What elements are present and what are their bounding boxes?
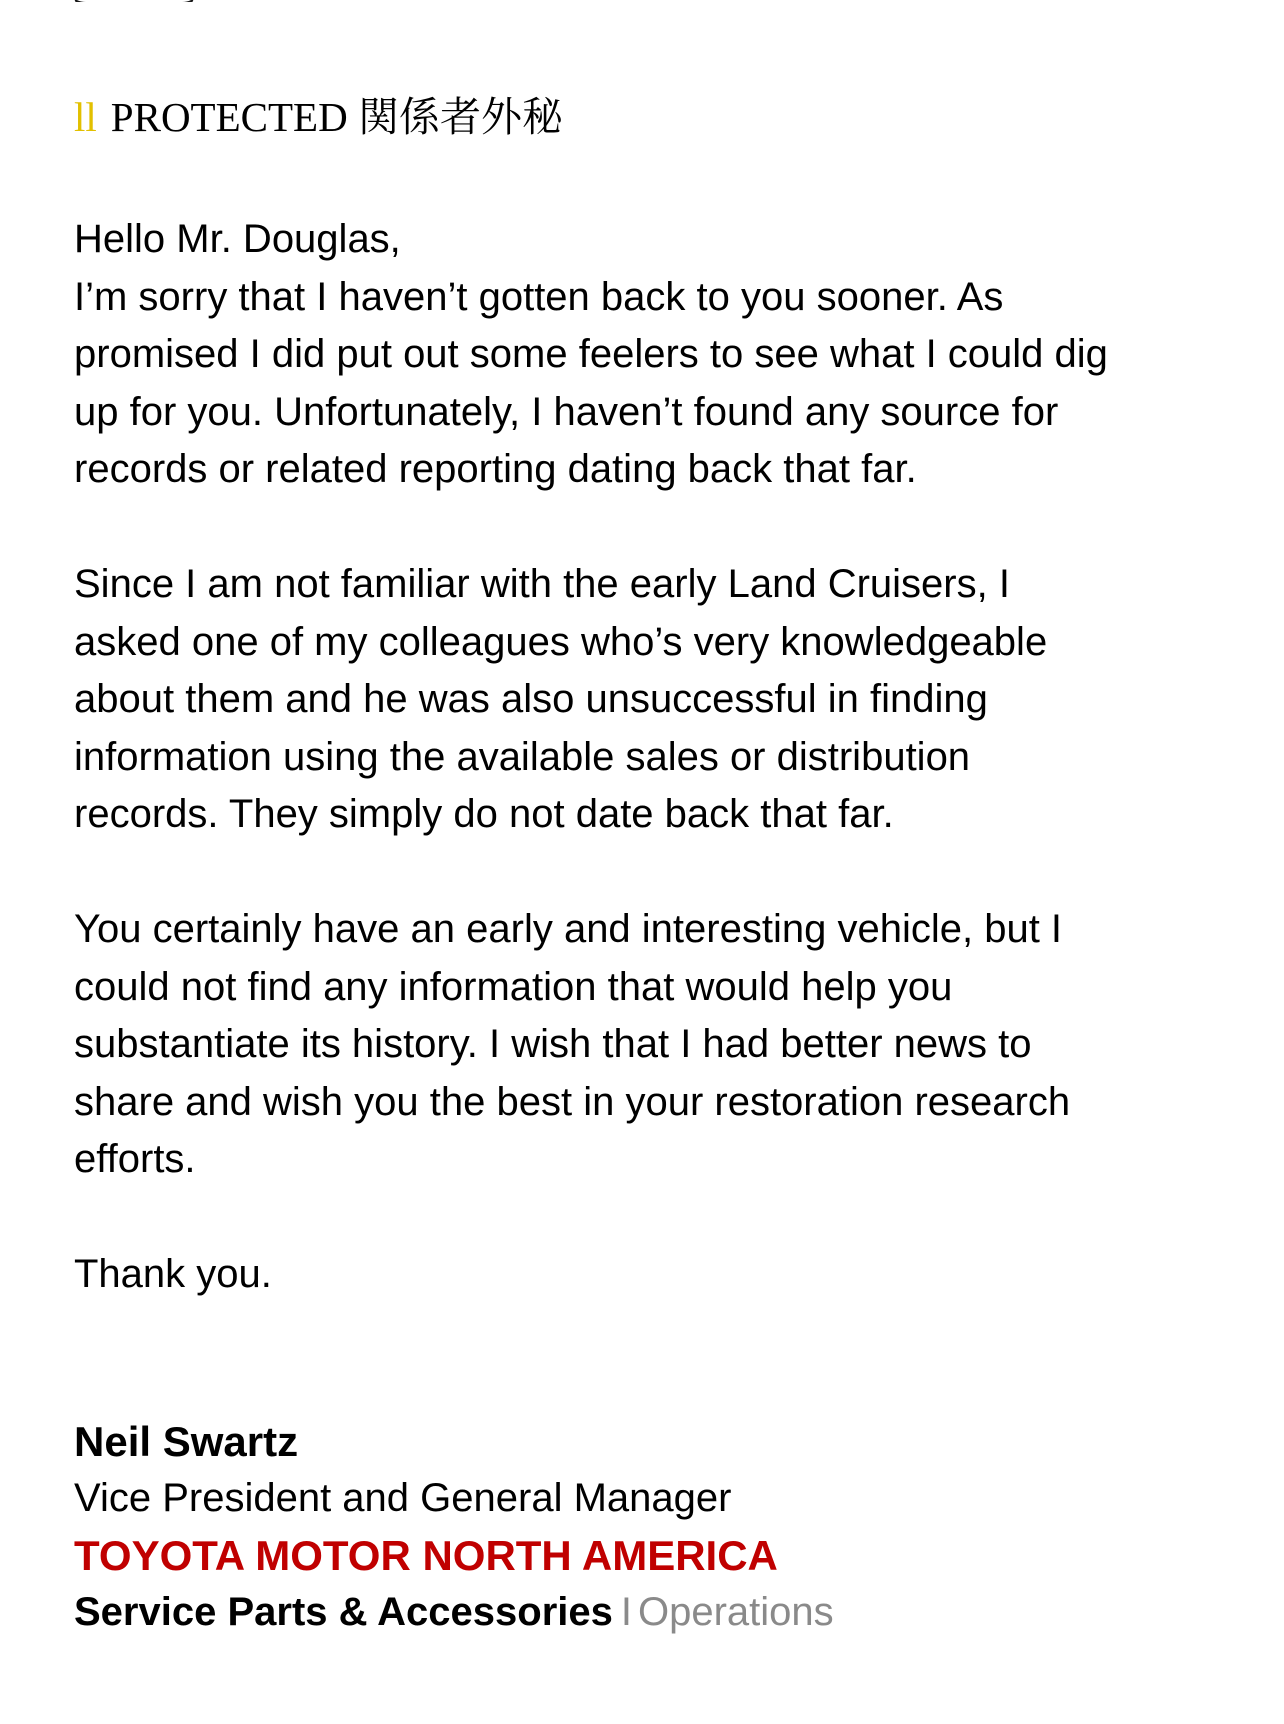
paragraph-conclusion: You certainly have an early and interesting vehicle, but I could not find any information that would help you substantiate its history. I wish that I had better news to share and wish you the best in your restoration research efforts.	[74, 907, 1071, 1181]
closing: Thank you.	[74, 1252, 272, 1296]
paragraph-spacer	[74, 1189, 1234, 1247]
signer-name: Neil Swartz	[74, 1418, 299, 1465]
clipped-text-fragment	[74, 0, 194, 2]
greeting: Hello Mr. Douglas,	[74, 217, 401, 261]
division-name: Service Parts & Accessories	[74, 1590, 613, 1634]
letter-body	[74, 211, 1234, 1304]
paragraph-colleague: Since I am not familiar with the early Land Cruisers, I asked one of my colleagues who’s very knowledgeable about them and he was also unsuccessful in finding information using the available sales or distribution records. They simply do not date back that far.	[74, 562, 1048, 836]
clipped-previous-line	[74, 0, 224, 2]
classification-banner	[74, 92, 563, 142]
classification-label: PROTECTED 関係者外秘	[110, 94, 563, 140]
classification-marker: ll	[74, 94, 97, 140]
company-name: TOYOTA MOTOR NORTH AMERICA	[74, 1532, 778, 1579]
signer-title: Vice President and General Manager	[74, 1476, 732, 1520]
paragraph-spacer	[74, 844, 1234, 902]
division-line	[74, 1584, 1234, 1641]
division-separator: I	[620, 1590, 632, 1634]
paragraph-apology: I’m sorry that I haven’t gotten back to you sooner. As promised I did put out some feelers to see what I could dig up for you. Unfortunately, I haven’t found any source for records or related reporting dating back that far.	[74, 274, 1108, 491]
department-name: Operations	[638, 1590, 834, 1634]
signature-block	[74, 1413, 1234, 1641]
paragraph-spacer	[74, 499, 1234, 557]
